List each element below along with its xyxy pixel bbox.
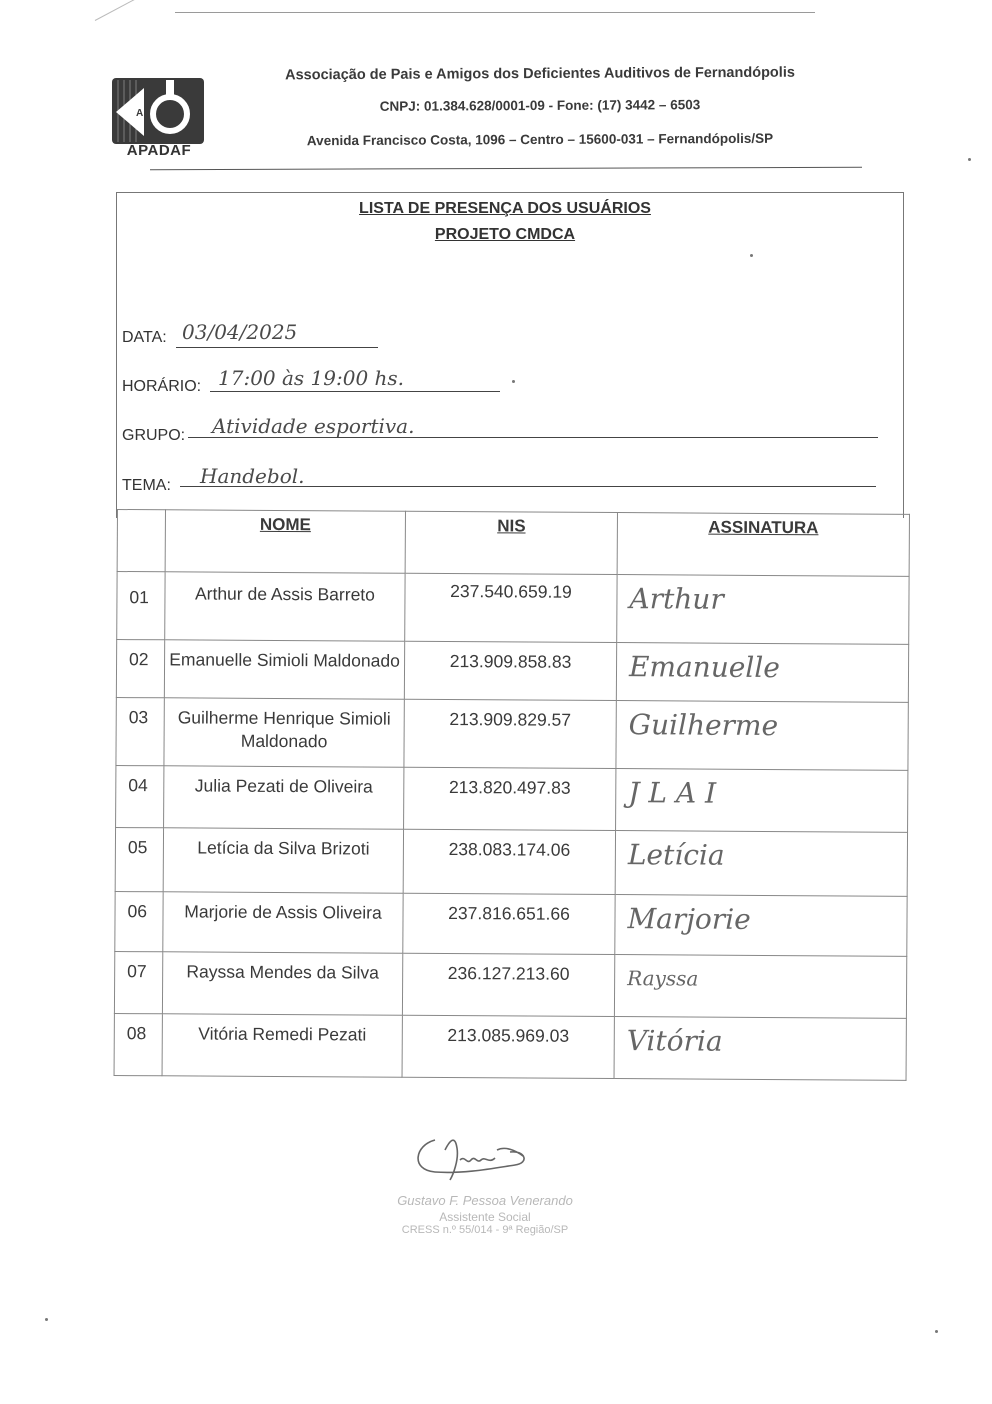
organization-name: Associação de Pais e Amigos dos Deficientes Auditivos de Fernandópolis <box>285 64 795 84</box>
stamp-name: Gustavo F. Pessoa Venerando <box>397 1193 573 1208</box>
header-name: NOME <box>165 510 405 573</box>
table-row <box>114 1013 906 1080</box>
row-number: 03 <box>116 697 164 765</box>
row-signature: J L A I <box>616 769 908 833</box>
scan-speck <box>45 1318 48 1321</box>
row-name: Marjorie de Assis Oliveira <box>163 892 403 953</box>
row-signature: Arthur <box>617 575 909 645</box>
row-number: 06 <box>115 891 163 951</box>
row-signature: Vitória <box>614 1017 906 1081</box>
time-line <box>210 391 500 392</box>
table-row <box>117 572 909 645</box>
row-number: 01 <box>117 572 165 640</box>
row-nis: 213.909.858.83 <box>404 641 616 700</box>
table-row <box>116 697 908 770</box>
document-title: LISTA DE PRESENÇA DOS USUÁRIOS <box>359 200 651 217</box>
stamp-role: Assistente Social <box>439 1210 531 1224</box>
scan-speck <box>935 1330 938 1333</box>
row-number: 05 <box>115 827 163 891</box>
logo-wordmark: APADAF <box>126 142 192 159</box>
date-value: 03/04/2025 <box>182 320 298 344</box>
scan-speck <box>512 380 515 383</box>
time-value: 17:00 às 19:00 hs. <box>218 366 405 390</box>
group-value: Atividade esportiva. <box>212 414 415 438</box>
time-label: HORÁRIO: <box>122 378 202 395</box>
theme-label: TEMA: <box>122 477 171 494</box>
header-signature: ASSINATURA <box>617 513 909 577</box>
organization-contact: CNPJ: 01.384.628/0001-09 - Fone: (17) 3442 – 6503 <box>379 97 701 114</box>
svg-text:A: A <box>136 108 144 119</box>
table-row <box>115 827 907 896</box>
row-name: Letícia da Silva Brizoti <box>163 828 403 893</box>
row-nis: 213.909.829.57 <box>404 699 616 768</box>
header-divider <box>150 167 862 170</box>
table-row <box>116 765 908 832</box>
group-label: GRUPO: <box>122 427 186 444</box>
header-number <box>117 510 165 572</box>
attendance-table <box>114 509 910 1081</box>
document-subtitle: PROJETO CMDCA <box>434 226 576 243</box>
row-name: Rayssa Mendes da Silva <box>162 952 402 1015</box>
row-nis: 213.085.969.03 <box>402 1015 614 1078</box>
row-name: Guilherme Henrique Simioli Maldonado <box>164 698 404 767</box>
row-name: Arthur de Assis Barreto <box>165 572 405 641</box>
scan-speck <box>968 158 971 161</box>
row-nis: 237.540.659.19 <box>405 573 617 642</box>
row-signature: Guilherme <box>616 701 908 771</box>
scan-fold-line <box>95 0 175 21</box>
row-nis: 213.820.497.83 <box>404 767 616 830</box>
date-line <box>176 347 378 348</box>
row-nis: 237.816.651.66 <box>403 893 615 954</box>
row-name: Vitória Remedi Pezati <box>162 1014 402 1077</box>
scan-speck <box>750 254 753 257</box>
row-number: 08 <box>114 1013 162 1075</box>
table-row <box>114 951 906 1018</box>
row-number: 04 <box>116 765 164 827</box>
row-nis: 238.083.174.06 <box>403 829 615 894</box>
table-row <box>115 891 907 956</box>
stamp-registry: CRESS n.º 55/014 - 9ª Região/SP <box>401 1224 569 1236</box>
row-signature: Rayssa <box>614 955 906 1019</box>
table-header-row <box>117 510 909 577</box>
date-label: DATA: <box>122 329 167 346</box>
scan-edge-line <box>175 12 815 13</box>
organization-address: Avenida Francisco Costa, 1096 – Centro – 15600-031 – Fernandópolis/SP <box>306 130 774 149</box>
handwritten-signature <box>405 1120 535 1190</box>
row-signature: Emanuelle <box>616 643 908 703</box>
row-name: Emanuelle Simioli Maldonado <box>164 640 404 699</box>
table-row <box>116 640 908 703</box>
row-number: 07 <box>114 951 162 1013</box>
row-signature: Letícia <box>615 831 907 897</box>
row-number: 02 <box>116 640 164 698</box>
row-name: Julia Pezati de Oliveira <box>164 766 404 829</box>
row-signature: Marjorie <box>615 895 907 957</box>
row-nis: 236.127.213.60 <box>402 953 614 1016</box>
theme-value: Handebol. <box>200 464 305 488</box>
header-nis: NIS <box>405 511 617 574</box>
